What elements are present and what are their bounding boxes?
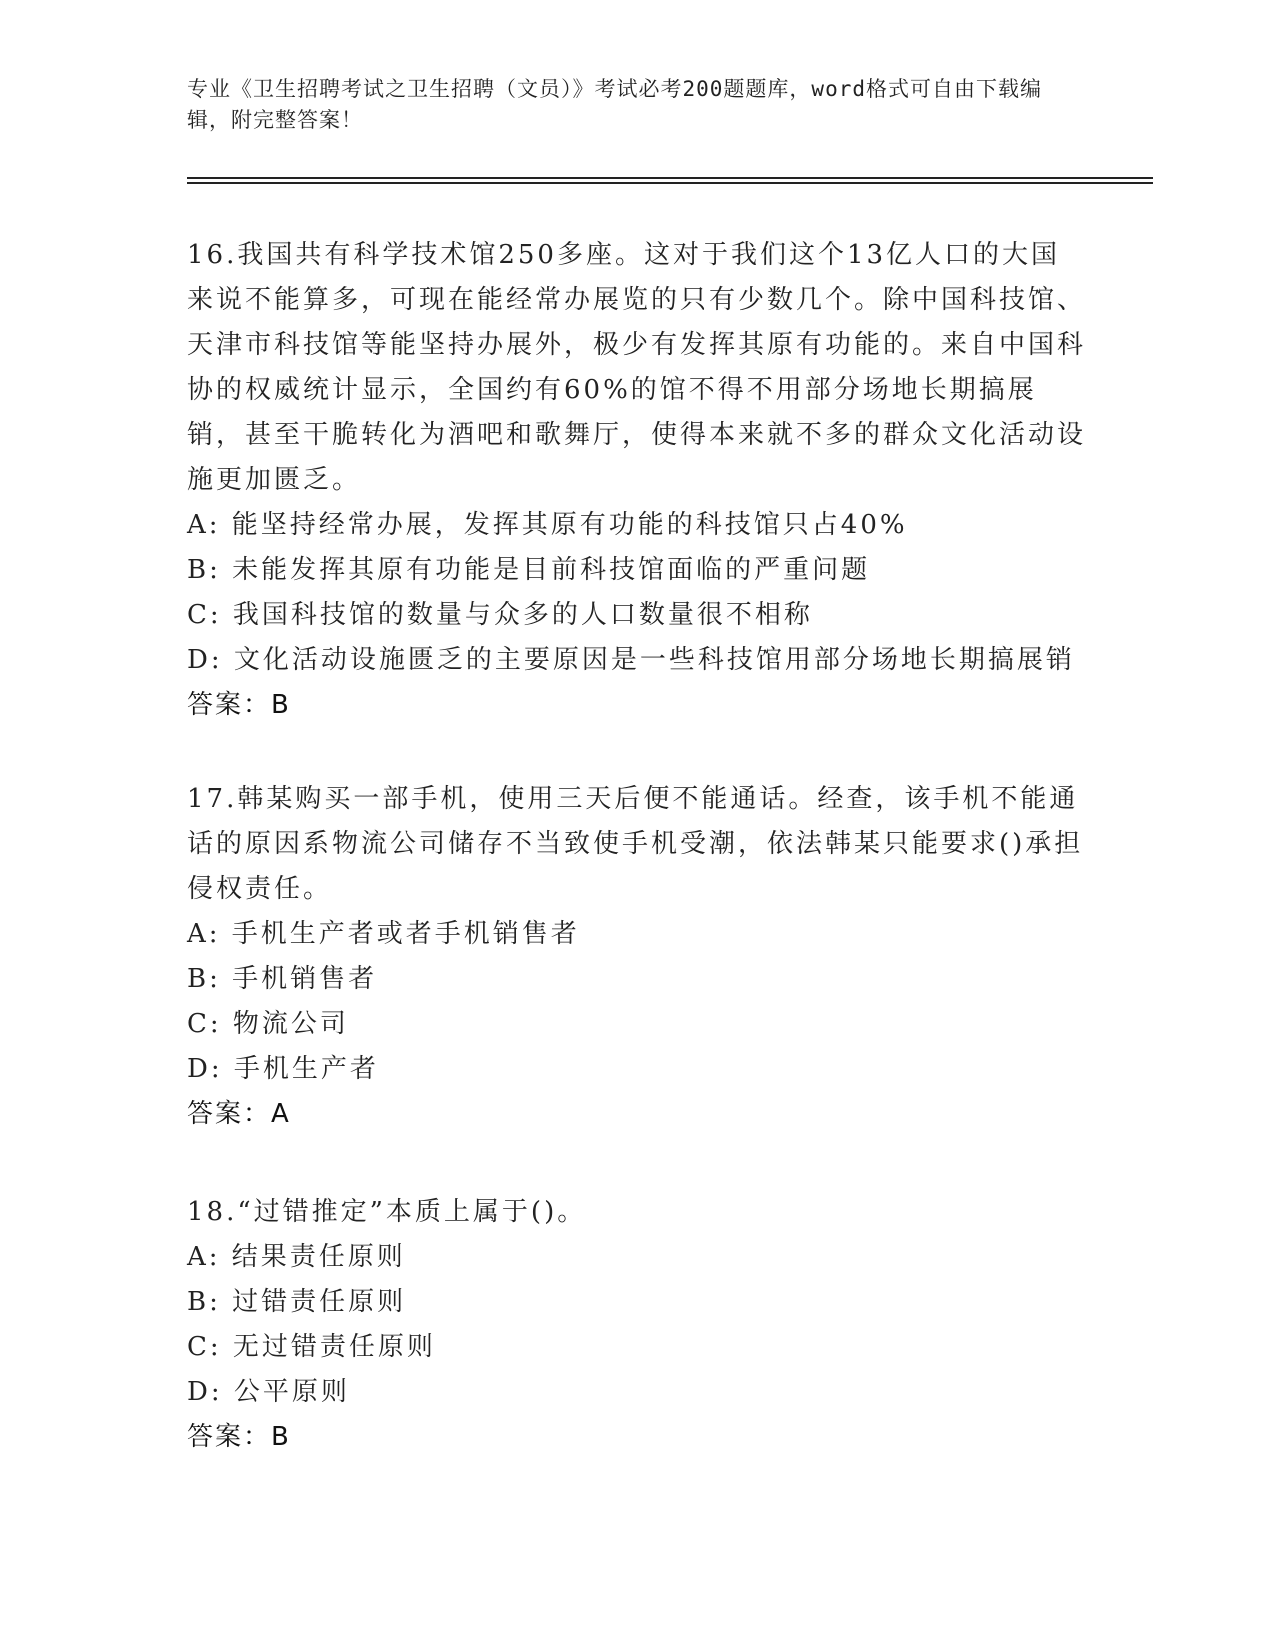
document-header: 专业《卫生招聘考试之卫生招聘（文员）》考试必考200题题库，word格式可自由下载编辑，附完整答案！ <box>187 77 1042 132</box>
answer: 答案：A <box>187 1099 291 1129</box>
header-divider-bottom <box>187 182 1153 184</box>
header-divider-top <box>187 177 1153 179</box>
option-b: B: 手机销售者 <box>187 964 378 994</box>
option-d: D: 手机生产者 <box>187 1054 379 1084</box>
answer: 答案：B <box>187 1422 291 1452</box>
option-a: A: 手机生产者或者手机销售者 <box>187 919 580 949</box>
question-stem: 17.韩某购买一部手机，使用三天后便不能通话。经查，该手机不能通话的原因系物流公司储存不当致使手机受潮，依法韩某只能要求()承担侵权责任。 <box>187 784 1084 904</box>
answer: 答案：B <box>187 690 291 720</box>
option-a: A: 结果责任原则 <box>187 1242 406 1272</box>
question-17 <box>187 777 1087 1137</box>
question-stem: 18.“过错推定”本质上属于()。 <box>187 1197 587 1227</box>
option-b: B: 过错责任原则 <box>187 1287 407 1317</box>
option-a: A: 能坚持经常办展，发挥其原有功能的科技馆只占40% <box>187 510 908 540</box>
option-c: C: 物流公司 <box>187 1009 349 1039</box>
option-c: C: 无过错责任原则 <box>187 1332 436 1362</box>
option-b: B: 未能发挥其原有功能是目前科技馆面临的严重问题 <box>187 555 871 585</box>
option-d: D: 公平原则 <box>187 1377 350 1407</box>
option-d: D: 文化活动设施匮乏的主要原因是一些科技馆用部分场地长期搞展销 <box>187 645 1075 675</box>
question-stem: 16.我国共有科学技术馆250多座。这对于我们这个13亿人口的大国来说不能算多，可现在能经常办展览的只有少数几个。除中国科技馆、天津市科技馆等能坚持办展外，极少有发挥其原有功能的。来自中国科协的权威统计显示，全国约有60%的馆不得不用部分场地长期搞展销，甚至干脆转化为酒吧和歌舞厅，使得本来就不多的群众文化活动设施更加匮乏。 <box>187 240 1087 495</box>
question-18 <box>187 1190 1087 1460</box>
option-c: C: 我国科技馆的数量与众多的人口数量很不相称 <box>187 600 813 630</box>
question-16 <box>187 233 1087 728</box>
